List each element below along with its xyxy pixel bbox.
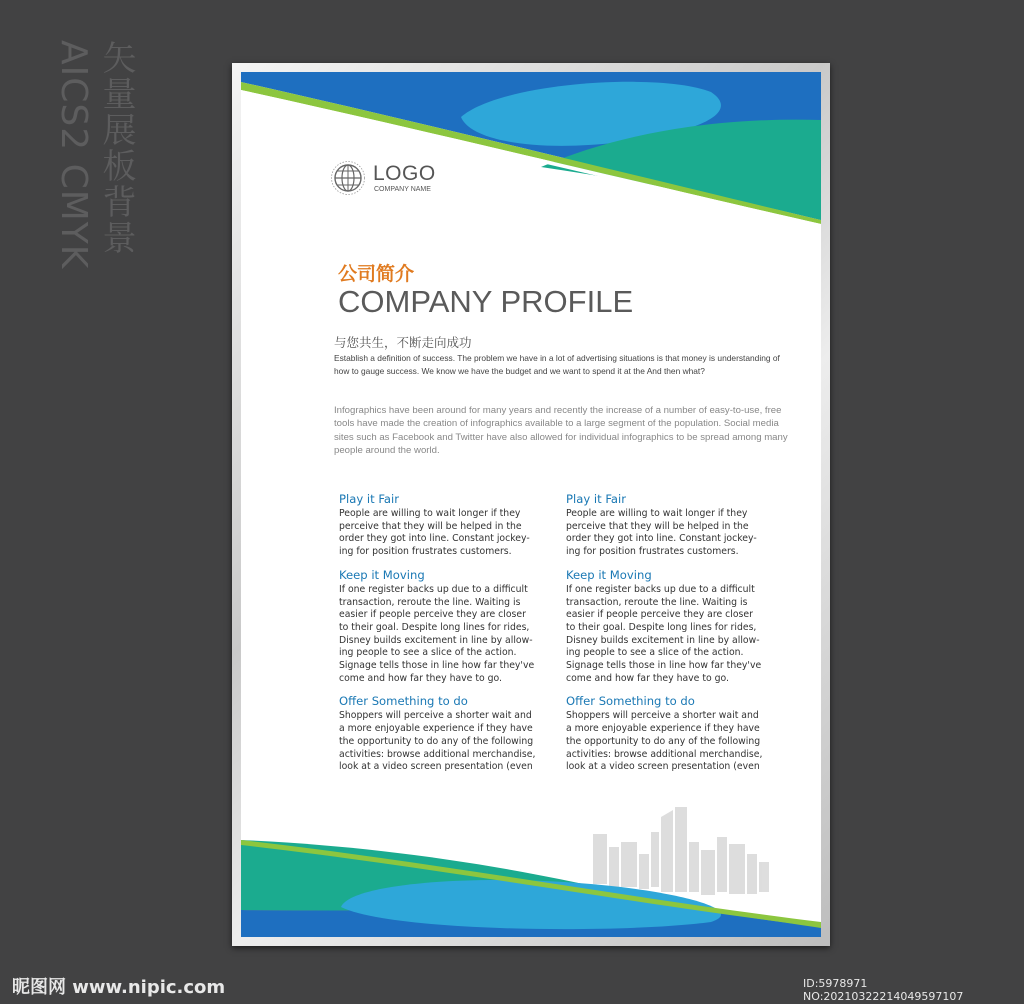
side-vertical-text (36, 40, 136, 280)
watermark-id: ID:5978971 NO:20210322214049597107 (803, 977, 964, 1003)
section-heading: Keep it Moving (566, 567, 652, 582)
section-heading: Offer Something to do (566, 694, 695, 709)
section (339, 492, 539, 559)
section-heading: Play it Fair (566, 492, 627, 506)
right-column (566, 492, 766, 783)
intro-paragraph-2: Infographics have been around for many years and recently the increase of a number of easy-to-use, free tools have made the creation of infographics available to a large segment of the population. Social media sites such as Facebook and Twitter have also allowed for individual infographics to be spread among many people around the world. (334, 405, 788, 457)
section-heading: Offer Something to do (339, 694, 468, 709)
section-body: Shoppers will perceive a shorter wait and a more enjoyable experience if they have the opportunity to do any of the following activities: browse additional merchandise, look at a video screen presentation (even (339, 710, 536, 773)
section-body: If one register backs up due to a difficult transaction, reroute the line. Waiting is easier if people perceive they are closer to their goal. Despite long lines for rides, Disney builds excitement in line by allow- ing people to see a slice of the action. Signage tells those in line how far they've come and how far they have to go. (566, 583, 762, 684)
section-body: If one register backs up due to a difficult transaction, reroute the line. Waiting is easier if people perceive they are closer to their goal. Despite long lines for rides, Disney builds excitement in line by allow- ing people to see a slice of the action. Signage tells those in line how far they've come and how far they have to go. (339, 583, 535, 684)
section-heading: Keep it Moving (339, 567, 425, 582)
logo (331, 159, 491, 203)
section-heading: Play it Fair (339, 492, 400, 506)
side-title-en: AICS2 CMYK (53, 40, 94, 270)
globe-icon (331, 159, 367, 197)
poster (241, 72, 821, 937)
watermark-site: 昵图网 www.nipic.com (12, 977, 226, 998)
title-en: COMPANY PROFILE (338, 284, 634, 319)
section (566, 694, 766, 774)
city-skyline-icon (593, 807, 769, 895)
side-title-cn: 矢量展板背景 (96, 40, 136, 256)
section (566, 568, 766, 686)
logo-text: LOGO (373, 162, 436, 185)
top-wave (241, 72, 821, 227)
intro-paragraph-1: Establish a definition of success. The problem we have in a lot of advertising situations is that money is understanding of how to gauge success. We know we have the budget and we want to spend it at the And then what? (334, 353, 780, 376)
section-body: People are willing to wait longer if they perceive that they will be helped in the order they got into line. Constant jockey- ing for position frustrates customers. (566, 508, 757, 558)
left-column (339, 492, 539, 783)
section (339, 568, 539, 686)
section (339, 694, 539, 774)
tagline: 与您共生，不断走向成功 (334, 335, 472, 350)
company-name: COMPANY NAME (374, 186, 431, 193)
title-cn: 公司简介 (338, 263, 415, 285)
section-body: People are willing to wait longer if they perceive that they will be helped in the order they got into line. Constant jockey- ing for position frustrates customers. (339, 508, 530, 558)
section (566, 492, 766, 559)
section-body: Shoppers will perceive a shorter wait and a more enjoyable experience if they have the opportunity to do any of the following activities: browse additional merchandise, look at a video screen presentation (even (566, 710, 763, 773)
